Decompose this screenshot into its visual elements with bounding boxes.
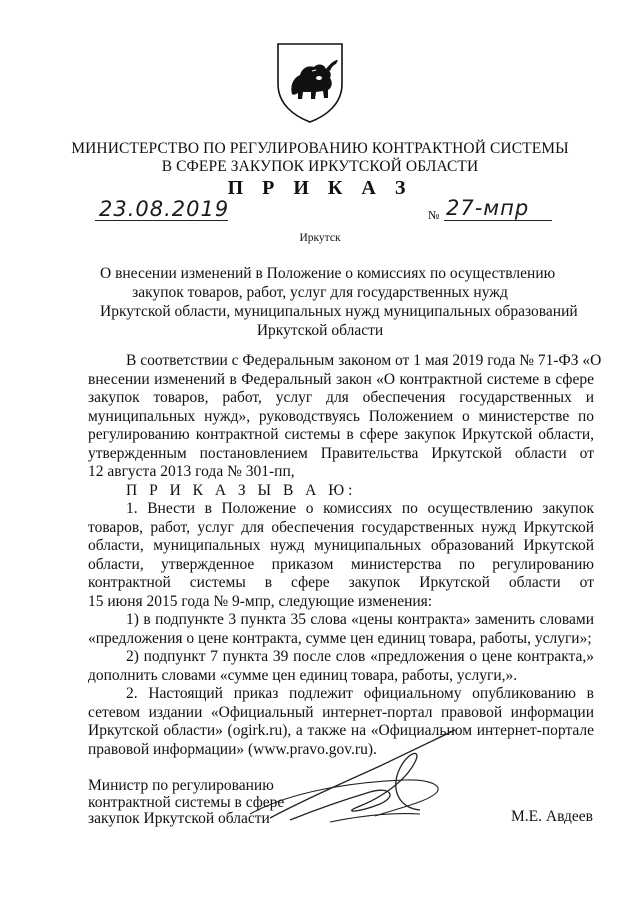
order-body [88, 352, 602, 759]
signer-title-line: контрактной системы в сфере [88, 793, 285, 811]
signer-name: М.Е. Авдеев [511, 808, 593, 825]
ministry-name-line-1: МИНИСТЕРСТВО ПО РЕГУЛИРОВАНИЮ КОНТРАКТНОЙ СИСТЕМЫ [71, 140, 569, 157]
body-line: сетевом издании «Официальный интернет-портал правовой информации [88, 703, 594, 721]
body-line: области, утвержденное приказом министерства по регулированию [88, 555, 594, 573]
body-line: Иркутской области» (ogirk.ru), а также на «Официальном интернет-портале [88, 722, 594, 739]
body-line: дополнить словами «сумме цен единиц товара, работы, услуги,». [88, 666, 518, 684]
body-line: закупок товаров, работ, услуг для обеспечения государственных и [88, 389, 594, 406]
subject-line: Иркутской области, муниципальных нужд муниципальных образований [100, 303, 578, 320]
number-sign: № [428, 208, 440, 222]
subject-line: закупок товаров, работ, услуг для государственных нужд [132, 284, 508, 301]
body-line: 12 августа 2013 года № 301-пп, [88, 463, 295, 480]
subject-line: Иркутской области [256, 322, 384, 339]
body-line: правовой информации» (www.pravo.gov.ru). [88, 740, 377, 758]
body-line: 1) в подпункте 3 пункта 35 слова «цены контракта» заменить словами [126, 611, 594, 628]
coat-of-arms-emblem [272, 38, 348, 124]
body-line: 2. Настоящий приказ подлежит официальному опубликованию в [126, 685, 594, 702]
body-line: 15 июня 2015 года № 9-мпр, следующие изменения: [88, 592, 433, 610]
body-line: товаров, работ, услуг для обеспечения государственных нужд Иркутской [88, 518, 594, 536]
subject-line: О внесении изменений в Положение о комиссиях по осуществлению [100, 265, 556, 282]
document-type-title: П Р И К А З [227, 177, 413, 199]
body-line: контрактной системы в сфере закупок Иркутской области от [88, 574, 594, 591]
order-subject [100, 264, 578, 340]
body-line: регулированию контрактной системы в сфере закупок Иркутской области, [88, 426, 594, 443]
signer-title-line: Министр по регулированию [88, 777, 274, 794]
body-line: «предложения о цене контракта, сумме цен единиц товара, работы, услуги»; [88, 629, 592, 647]
signer-title [88, 778, 284, 828]
body-line: муниципальных нужд», руководствуясь Положением о министерстве по [88, 407, 594, 425]
body-line: внесении изменений в Федеральный закон «О контрактной системе в сфере [88, 370, 594, 388]
date-underline [95, 220, 228, 221]
body-line: утвержденным постановлением Правительства Иркутской области от [88, 444, 594, 462]
body-line: В соответствии с Федеральным законом от 1 мая 2019 года № 71-ФЗ «О [126, 352, 602, 369]
ministry-name-line-2: В СФЕРЕ ЗАКУПОК ИРКУТСКОЙ ОБЛАСТИ [161, 158, 479, 175]
body-line: 2) подпункт 7 пункта 39 после слов «предложения о цене контракта,» [126, 648, 594, 665]
body-line: 1. Внести в Положение о комиссиях по осуществлению закупок [126, 500, 594, 517]
order-word: П Р И К А З Ы В А Ю: [126, 481, 357, 499]
signer-title-line: закупок Иркутской области [88, 810, 270, 827]
number-underline [444, 220, 552, 221]
city-name: Иркутск [299, 232, 341, 244]
body-line: области, муниципальных нужд муниципальных образований Иркутской [88, 537, 594, 554]
handwritten-order-number: 27-мпр [446, 196, 530, 220]
handwritten-date: 23.08.2019 [99, 197, 230, 221]
